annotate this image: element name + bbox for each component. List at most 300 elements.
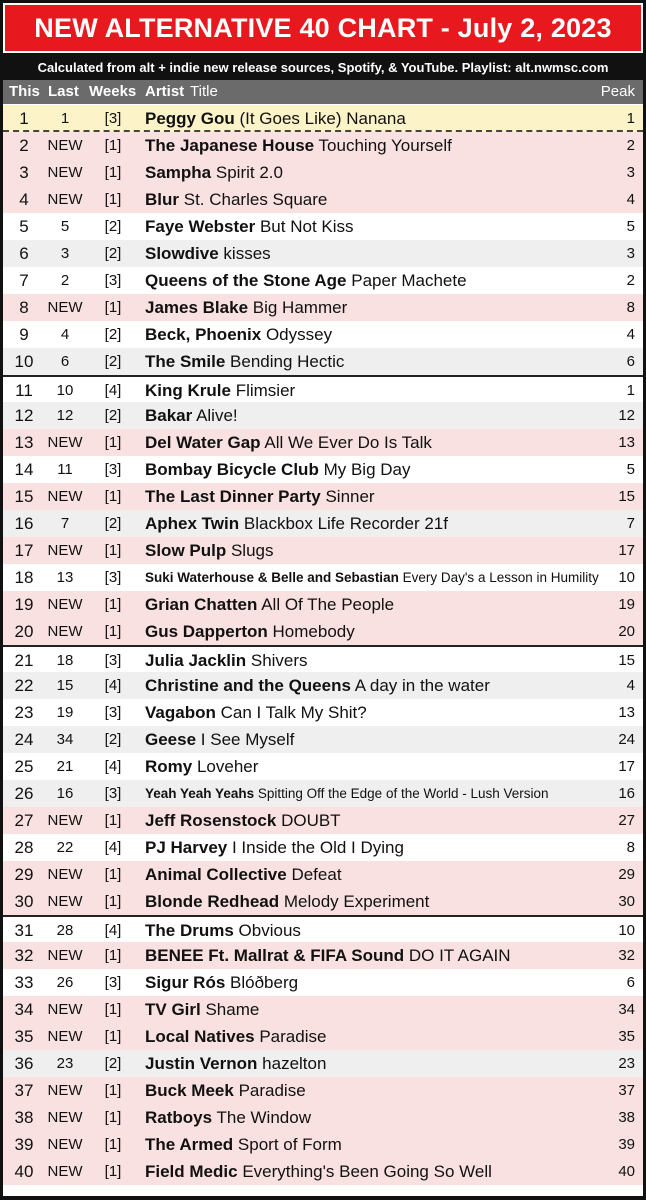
header-peak: Peak xyxy=(600,83,635,100)
peak-position: 3 xyxy=(626,164,635,181)
table-row xyxy=(3,699,643,726)
song-title: hazelton xyxy=(262,1054,327,1073)
song-cell xyxy=(145,595,394,615)
table-row xyxy=(3,726,643,753)
table-row xyxy=(3,1077,643,1104)
rank-this-week: 19 xyxy=(14,595,34,614)
song-title: Sport of Form xyxy=(237,1135,342,1154)
rank-last-week: 19 xyxy=(56,704,74,721)
rank-this-week: 24 xyxy=(14,730,34,749)
song-cell xyxy=(145,406,238,426)
song-title: Slugs xyxy=(230,541,274,560)
artist-name: Sampha xyxy=(145,163,212,182)
artist-name: King Krule xyxy=(145,381,231,400)
peak-position: 2 xyxy=(626,272,635,289)
peak-position: 8 xyxy=(626,299,635,316)
artist-name: PJ Harvey xyxy=(145,838,228,857)
artist-name: Blur xyxy=(145,190,179,209)
rank-last-week: 21 xyxy=(56,758,74,775)
rank-this-week: 36 xyxy=(14,1054,34,1073)
song-cell xyxy=(145,651,308,671)
rank-last-week: 23 xyxy=(56,1055,74,1072)
song-title: Paper Machete xyxy=(351,271,467,290)
rank-this-week: 39 xyxy=(14,1135,34,1154)
song-cell xyxy=(145,570,599,585)
artist-name: Ratboys xyxy=(145,1108,213,1127)
artist-name: The Drums xyxy=(145,921,234,940)
song-cell xyxy=(145,811,341,831)
rank-last-week: 28 xyxy=(56,922,74,939)
weeks-on-chart: [1] xyxy=(104,191,122,208)
peak-position: 1 xyxy=(626,382,635,399)
table-row xyxy=(3,348,643,375)
peak-position: 35 xyxy=(618,1028,635,1045)
peak-position: 23 xyxy=(618,1055,635,1072)
peak-position: 40 xyxy=(618,1163,635,1180)
weeks-on-chart: [3] xyxy=(104,272,122,289)
rank-last-week: NEW xyxy=(47,866,83,883)
song-title: DO IT AGAIN xyxy=(408,946,511,965)
weeks-on-chart: [3] xyxy=(104,785,122,802)
peak-position: 13 xyxy=(618,434,635,451)
rank-this-week: 1 xyxy=(19,109,29,128)
rank-last-week: 22 xyxy=(56,839,74,856)
rank-this-week: 23 xyxy=(14,703,34,722)
song-cell xyxy=(145,1162,492,1182)
table-row xyxy=(3,186,643,213)
peak-position: 39 xyxy=(618,1136,635,1153)
song-cell xyxy=(145,946,511,966)
artist-name: Justin Vernon xyxy=(145,1054,258,1073)
weeks-on-chart: [4] xyxy=(104,758,122,775)
rank-this-week: 33 xyxy=(14,973,34,992)
song-cell xyxy=(145,757,258,777)
table-row xyxy=(3,105,643,132)
artist-name: Field Medic xyxy=(145,1162,238,1181)
rank-last-week: 15 xyxy=(56,677,74,694)
artist-name: Romy xyxy=(145,757,193,776)
artist-name: Animal Collective xyxy=(145,865,287,884)
weeks-on-chart: [2] xyxy=(104,353,122,370)
song-title: kisses xyxy=(223,244,271,263)
chart-title: NEW ALTERNATIVE 40 CHART - July 2, 2023 xyxy=(3,3,643,53)
artist-name: The Japanese House xyxy=(145,136,315,155)
rank-this-week: 15 xyxy=(14,487,34,506)
weeks-on-chart: [1] xyxy=(104,1163,122,1180)
artist-name: Geese xyxy=(145,730,197,749)
artist-name: Christine and the Queens xyxy=(145,676,351,695)
song-cell xyxy=(145,271,467,291)
table-row xyxy=(3,321,643,348)
table-row xyxy=(3,753,643,780)
rank-this-week: 4 xyxy=(19,190,29,209)
peak-position: 5 xyxy=(626,461,635,478)
header-artist: Artist xyxy=(145,83,185,100)
peak-position: 15 xyxy=(618,488,635,505)
artist-name: Julia Jacklin xyxy=(145,651,247,670)
peak-position: 6 xyxy=(626,353,635,370)
rank-last-week: NEW xyxy=(47,1163,83,1180)
peak-position: 34 xyxy=(618,1001,635,1018)
table-row xyxy=(3,159,643,186)
weeks-on-chart: [1] xyxy=(104,623,122,640)
song-title: But Not Kiss xyxy=(259,217,354,236)
chart-subtitle: Calculated from alt + indie new release sources, Spotify, & YouTube. Playlist: alt.nwmsc.com xyxy=(37,59,609,75)
weeks-on-chart: [2] xyxy=(104,407,122,424)
rank-this-week: 27 xyxy=(14,811,34,830)
song-cell xyxy=(145,217,354,237)
peak-position: 12 xyxy=(618,407,635,424)
song-cell xyxy=(145,973,298,993)
rank-last-week: 3 xyxy=(60,245,70,262)
rank-last-week: NEW xyxy=(47,1082,83,1099)
rank-last-week: NEW xyxy=(47,542,83,559)
table-row xyxy=(3,564,643,591)
weeks-on-chart: [2] xyxy=(104,326,122,343)
rank-last-week: 5 xyxy=(60,218,70,235)
table-row xyxy=(3,861,643,888)
song-cell xyxy=(145,460,410,480)
table-row xyxy=(3,807,643,834)
rank-this-week: 35 xyxy=(14,1027,34,1046)
rank-this-week: 13 xyxy=(14,433,34,452)
song-title: Homebody xyxy=(272,622,355,641)
table-row xyxy=(3,645,643,672)
header-this: This xyxy=(9,83,40,100)
table-body xyxy=(3,105,643,1185)
weeks-on-chart: [1] xyxy=(104,812,122,829)
table-row xyxy=(3,672,643,699)
song-title: St. Charles Square xyxy=(183,190,328,209)
table-header xyxy=(3,80,643,104)
song-cell xyxy=(145,244,271,264)
song-title: A day in the water xyxy=(354,676,490,695)
weeks-on-chart: [1] xyxy=(104,947,122,964)
song-cell xyxy=(145,1081,306,1101)
weeks-on-chart: [2] xyxy=(104,218,122,235)
song-title: Obvious xyxy=(238,921,301,940)
artist-name: James Blake xyxy=(145,298,249,317)
peak-position: 3 xyxy=(626,245,635,262)
song-title: Blóðberg xyxy=(230,973,299,992)
rank-last-week: NEW xyxy=(47,1001,83,1018)
table-row xyxy=(3,537,643,564)
table-row xyxy=(3,780,643,807)
header-last: Last xyxy=(48,83,79,100)
song-title: Shivers xyxy=(250,651,308,670)
song-title: The Window xyxy=(216,1108,311,1127)
peak-position: 24 xyxy=(618,731,635,748)
peak-position: 19 xyxy=(618,596,635,613)
song-title: Can I Talk My Shit? xyxy=(220,703,367,722)
song-cell xyxy=(145,190,327,210)
rank-this-week: 12 xyxy=(14,406,34,425)
weeks-on-chart: [1] xyxy=(104,893,122,910)
rank-last-week: NEW xyxy=(47,488,83,505)
song-title: Paradise xyxy=(238,1081,306,1100)
artist-name: Beck, Phoenix xyxy=(145,325,262,344)
table-row xyxy=(3,510,643,537)
song-cell xyxy=(145,865,342,885)
rank-this-week: 2 xyxy=(19,136,29,155)
song-cell xyxy=(145,487,375,507)
rank-this-week: 29 xyxy=(14,865,34,884)
peak-position: 17 xyxy=(618,542,635,559)
song-cell xyxy=(145,1135,342,1155)
peak-position: 7 xyxy=(626,515,635,532)
rank-this-week: 16 xyxy=(14,514,34,533)
rank-this-week: 31 xyxy=(14,921,34,940)
peak-position: 38 xyxy=(618,1109,635,1126)
song-cell xyxy=(145,136,452,156)
song-cell xyxy=(145,622,355,642)
weeks-on-chart: [1] xyxy=(104,1028,122,1045)
weeks-on-chart: [1] xyxy=(104,299,122,316)
weeks-on-chart: [4] xyxy=(104,922,122,939)
table-row xyxy=(3,375,643,402)
peak-position: 32 xyxy=(618,947,635,964)
peak-position: 8 xyxy=(626,839,635,856)
peak-position: 16 xyxy=(618,785,635,802)
weeks-on-chart: [2] xyxy=(104,245,122,262)
rank-this-week: 25 xyxy=(14,757,34,776)
weeks-on-chart: [3] xyxy=(104,461,122,478)
rank-this-week: 11 xyxy=(15,381,33,400)
artist-name: Aphex Twin xyxy=(145,514,240,533)
rank-last-week: 11 xyxy=(57,461,73,478)
weeks-on-chart: [1] xyxy=(104,1082,122,1099)
table-row xyxy=(3,834,643,861)
peak-position: 20 xyxy=(618,623,635,640)
weeks-on-chart: [1] xyxy=(104,434,122,451)
weeks-on-chart: [4] xyxy=(104,677,122,694)
table-row xyxy=(3,456,643,483)
song-title: I See Myself xyxy=(200,730,295,749)
peak-position: 5 xyxy=(626,218,635,235)
weeks-on-chart: [1] xyxy=(104,866,122,883)
artist-name: Vagabon xyxy=(145,703,216,722)
song-title: Alive! xyxy=(196,406,238,425)
table-row xyxy=(3,240,643,267)
rank-this-week: 30 xyxy=(14,892,34,911)
rank-last-week: NEW xyxy=(47,812,83,829)
artist-name: Faye Webster xyxy=(145,217,256,236)
table-row xyxy=(3,1104,643,1131)
table-row xyxy=(3,132,643,159)
song-cell xyxy=(145,1108,311,1128)
song-title: Big Hammer xyxy=(252,298,348,317)
song-cell xyxy=(145,381,295,401)
rank-last-week: 13 xyxy=(56,569,74,586)
artist-name: Blonde Redhead xyxy=(145,892,280,911)
weeks-on-chart: [1] xyxy=(104,164,122,181)
artist-name: Grian Chatten xyxy=(145,595,258,614)
peak-position: 1 xyxy=(626,110,635,127)
peak-position: 15 xyxy=(618,652,635,669)
weeks-on-chart: [1] xyxy=(104,488,122,505)
weeks-on-chart: [3] xyxy=(104,110,122,127)
song-cell xyxy=(145,730,294,750)
table-row xyxy=(3,888,643,915)
song-title: Bending Hectic xyxy=(230,352,345,371)
weeks-on-chart: [3] xyxy=(104,569,122,586)
song-cell xyxy=(145,163,283,183)
rank-this-week: 17 xyxy=(14,541,34,560)
song-cell xyxy=(145,1000,259,1020)
artist-name: TV Girl xyxy=(145,1000,201,1019)
rank-last-week: NEW xyxy=(47,434,83,451)
rank-this-week: 3 xyxy=(19,163,29,182)
rank-this-week: 5 xyxy=(19,217,29,236)
artist-name: The Smile xyxy=(145,352,226,371)
rank-last-week: 6 xyxy=(60,353,70,370)
song-title: Blackbox Life Recorder 21f xyxy=(243,514,448,533)
table-row xyxy=(3,618,643,645)
song-cell xyxy=(145,921,301,941)
song-title: Spitting Off the Edge of the World - Lush Version xyxy=(257,786,549,801)
table-row xyxy=(3,267,643,294)
peak-position: 13 xyxy=(618,704,635,721)
song-title: Paradise xyxy=(259,1027,327,1046)
rank-last-week: NEW xyxy=(47,596,83,613)
artist-name: The Armed xyxy=(145,1135,234,1154)
rank-this-week: 18 xyxy=(14,568,34,587)
weeks-on-chart: [1] xyxy=(104,596,122,613)
song-title: Flimsier xyxy=(235,381,296,400)
song-title: Every Day's a Lesson in Humility xyxy=(402,570,599,585)
artist-name: The Last Dinner Party xyxy=(145,487,321,506)
rank-last-week: 2 xyxy=(60,272,70,289)
rank-this-week: 26 xyxy=(14,784,34,803)
rank-last-week: NEW xyxy=(47,947,83,964)
peak-position: 30 xyxy=(618,893,635,910)
table-row xyxy=(3,1023,643,1050)
weeks-on-chart: [4] xyxy=(104,839,122,856)
peak-position: 4 xyxy=(626,191,635,208)
rank-last-week: 7 xyxy=(60,515,70,532)
table-row xyxy=(3,213,643,240)
rank-last-week: 26 xyxy=(56,974,74,991)
weeks-on-chart: [1] xyxy=(104,542,122,559)
song-title: Defeat xyxy=(291,865,342,884)
artist-name: Sigur Rós xyxy=(145,973,226,992)
weeks-on-chart: [3] xyxy=(104,704,122,721)
artist-name: Peggy Gou xyxy=(145,109,235,128)
peak-position: 4 xyxy=(626,677,635,694)
artist-name: Slow Pulp xyxy=(145,541,227,560)
song-cell xyxy=(145,892,429,912)
rank-last-week: 12 xyxy=(56,407,74,424)
rank-this-week: 38 xyxy=(14,1108,34,1127)
rank-last-week: NEW xyxy=(47,1136,83,1153)
table-row xyxy=(3,969,643,996)
song-title: My Big Day xyxy=(323,460,411,479)
rank-last-week: 10 xyxy=(56,382,74,399)
artist-name: Local Natives xyxy=(145,1027,255,1046)
song-title: Odyssey xyxy=(265,325,333,344)
song-title: Sinner xyxy=(325,487,375,506)
song-title: Touching Yourself xyxy=(318,136,452,155)
song-title: All We Ever Do Is Talk xyxy=(264,433,432,452)
artist-name: Suki Waterhouse & Belle and Sebastian xyxy=(145,570,399,585)
artist-name: Yeah Yeah Yeahs xyxy=(145,786,255,801)
header-weeks: Weeks xyxy=(89,83,137,100)
rank-this-week: 9 xyxy=(19,325,29,344)
rank-this-week: 40 xyxy=(14,1162,34,1181)
rank-this-week: 6 xyxy=(19,244,29,263)
rank-this-week: 8 xyxy=(19,298,29,317)
weeks-on-chart: [1] xyxy=(104,1136,122,1153)
rank-this-week: 10 xyxy=(14,352,34,371)
song-title: Melody Experiment xyxy=(283,892,430,911)
artist-name: Queens of the Stone Age xyxy=(145,271,347,290)
peak-position: 29 xyxy=(618,866,635,883)
rank-last-week: NEW xyxy=(47,1109,83,1126)
rank-last-week: NEW xyxy=(47,191,83,208)
artist-name: Gus Dapperton xyxy=(145,622,268,641)
artist-name: Slowdive xyxy=(145,244,219,263)
artist-name: Buck Meek xyxy=(145,1081,234,1100)
rank-last-week: NEW xyxy=(47,1028,83,1045)
song-title: Everything's Been Going So Well xyxy=(242,1162,492,1181)
peak-position: 10 xyxy=(618,922,635,939)
weeks-on-chart: [4] xyxy=(104,382,122,399)
rank-last-week: NEW xyxy=(47,164,83,181)
rank-this-week: 22 xyxy=(14,676,34,695)
rank-last-week: 34 xyxy=(56,731,74,748)
song-cell xyxy=(145,838,404,858)
rank-this-week: 28 xyxy=(14,838,34,857)
song-cell xyxy=(145,541,274,561)
table-row xyxy=(3,1158,643,1185)
table-row xyxy=(3,402,643,429)
peak-position: 2 xyxy=(626,137,635,154)
rank-last-week: 1 xyxy=(60,110,70,127)
song-cell xyxy=(145,1054,326,1074)
song-title: Shame xyxy=(205,1000,260,1019)
song-cell xyxy=(145,676,490,696)
song-title: All Of The People xyxy=(261,595,395,614)
weeks-on-chart: [2] xyxy=(104,1055,122,1072)
song-cell xyxy=(145,703,367,723)
table-row xyxy=(3,483,643,510)
song-cell xyxy=(145,298,347,318)
artist-name: Bombay Bicycle Club xyxy=(145,460,319,479)
weeks-on-chart: [1] xyxy=(104,137,122,154)
rank-last-week: 4 xyxy=(60,326,70,343)
peak-position: 37 xyxy=(618,1082,635,1099)
table-row xyxy=(3,1131,643,1158)
song-cell xyxy=(145,1027,326,1047)
peak-position: 4 xyxy=(626,326,635,343)
rank-this-week: 37 xyxy=(14,1081,34,1100)
table-row xyxy=(3,915,643,942)
rank-this-week: 20 xyxy=(14,622,34,641)
rank-last-week: NEW xyxy=(47,623,83,640)
peak-position: 27 xyxy=(618,812,635,829)
weeks-on-chart: [3] xyxy=(104,652,122,669)
rank-last-week: NEW xyxy=(47,137,83,154)
rank-this-week: 32 xyxy=(14,946,34,965)
song-cell xyxy=(145,325,332,345)
weeks-on-chart: [2] xyxy=(104,515,122,532)
artist-name: Del Water Gap xyxy=(145,433,261,452)
song-cell xyxy=(145,514,448,534)
rank-last-week: 18 xyxy=(56,652,74,669)
song-cell xyxy=(145,352,344,372)
rank-last-week: NEW xyxy=(47,299,83,316)
peak-position: 10 xyxy=(618,569,635,586)
